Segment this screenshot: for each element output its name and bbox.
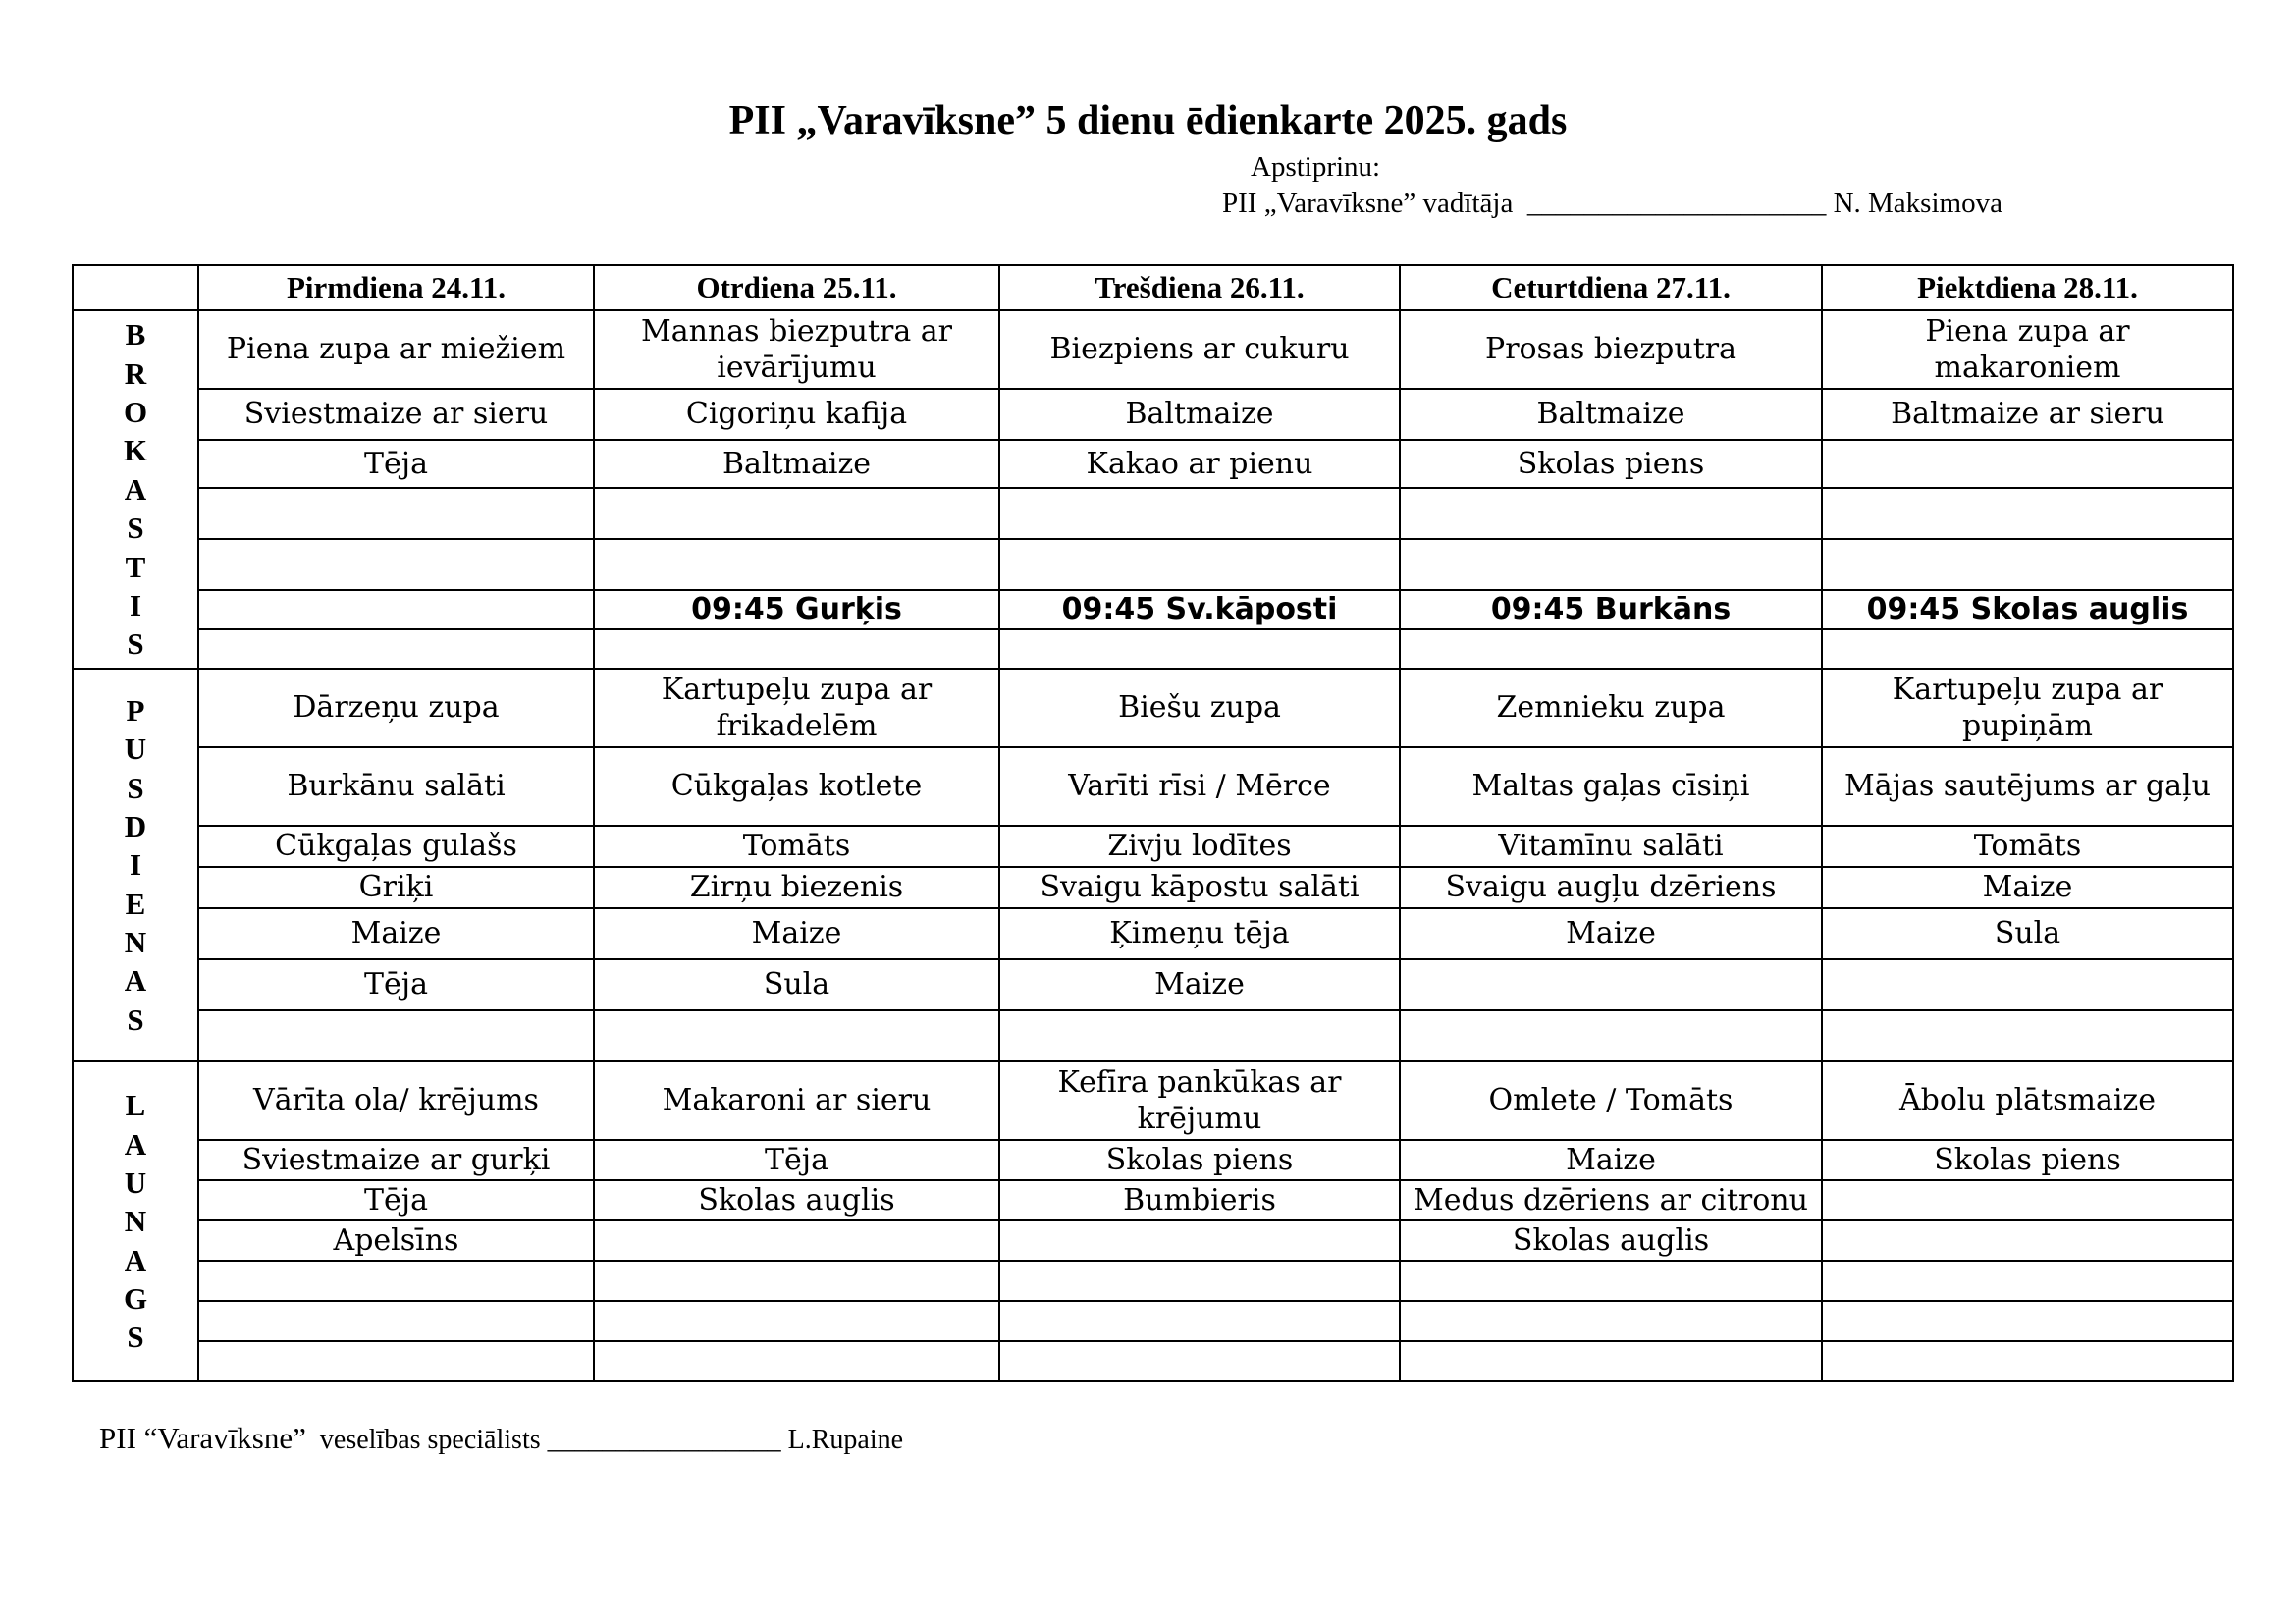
meal-label-letter: G [123,1281,148,1317]
meal-label [73,669,198,1061]
menu-cell [999,1261,1400,1301]
menu-cell: Makaroni ar sieru [594,1061,999,1140]
menu-cell [999,488,1400,539]
menu-row [73,440,2233,488]
menu-cell [1822,1220,2233,1261]
menu-cell: Prosas biezputra [1400,310,1822,389]
menu-cell: Skolas auglis [594,1180,999,1220]
menu-cell [594,539,999,590]
menu-cell: Sviestmaize ar sieru [198,389,594,440]
meal-label-letter: B [125,317,146,352]
meal-label-letter: U [124,731,147,767]
menu-cell [1822,959,2233,1010]
meal-label-letter: L [125,1088,146,1123]
menu-cell: Ķimeņu tēja [999,908,1400,959]
menu-cell [594,1341,999,1381]
menu-cell [1822,488,2233,539]
menu-cell: Baltmaize [594,440,999,488]
menu-table [72,264,2234,1382]
footer-signature [99,1421,903,1456]
meal-label-letter: S [127,1320,144,1355]
menu-cell [594,1010,999,1061]
menu-cell [594,1220,999,1261]
approve-label: Apstiprinu: [1251,151,1381,183]
meal-label-letter: N [124,1204,147,1239]
menu-row [73,1261,2233,1301]
meal-label-letter: A [124,1126,147,1162]
menu-cell: Baltmaize [999,389,1400,440]
menu-row [73,539,2233,590]
meal-label-letter: S [127,1001,144,1037]
menu-cell: Varīti rīsi / Mērce [999,747,1400,826]
menu-cell: Baltmaize [1400,389,1822,440]
menu-cell [1400,629,1822,669]
menu-cell: Tēja [594,1140,999,1180]
menu-cell [1822,1010,2233,1061]
menu-cell [594,629,999,669]
menu-cell: Vitamīnu salāti [1400,826,1822,867]
meal-label [73,1061,198,1381]
meal-label-letter: I [129,587,142,623]
meal-label-letter: S [127,511,144,546]
day-header: Trešdiena 26.11. [999,265,1400,310]
menu-row [73,747,2233,826]
menu-cell: Griķi [198,867,594,908]
menu-row [73,629,2233,669]
menu-cell [1400,488,1822,539]
menu-cell [1822,1341,2233,1381]
menu-cell [999,1220,1400,1261]
menu-cell: Cūkgaļas gulašs [198,826,594,867]
menu-cell [1822,629,2233,669]
menu-cell: Tēja [198,1180,594,1220]
menu-cell [594,1261,999,1301]
menu-row [73,1220,2233,1261]
menu-cell [1400,539,1822,590]
menu-cell [594,488,999,539]
menu-row [73,1061,2233,1140]
menu-cell: Medus dzēriens ar citronu [1400,1180,1822,1220]
menu-row [73,1180,2233,1220]
menu-cell: Tomāts [594,826,999,867]
menu-row [73,669,2233,747]
menu-cell: Cūkgaļas kotlete [594,747,999,826]
meal-label-letter: A [124,1242,147,1277]
menu-cell: 09:45 Burkāns [1400,590,1822,629]
menu-cell: Skolas auglis [1400,1220,1822,1261]
menu-row [73,488,2233,539]
menu-cell: Dārzeņu zupa [198,669,594,747]
footer-org: PII “Varavīksne” [99,1421,306,1455]
menu-cell: Burkānu salāti [198,747,594,826]
menu-cell: Skolas piens [1400,440,1822,488]
menu-cell [198,1341,594,1381]
meal-label-letter: S [127,770,144,805]
meal-label [73,310,198,669]
day-header: Piektdiena 28.11. [1822,265,2233,310]
menu-cell [1400,1341,1822,1381]
menu-cell [1822,1301,2233,1341]
menu-cell: Maize [198,908,594,959]
menu-cell: Maize [1400,1140,1822,1180]
menu-cell: Tēja [198,959,594,1010]
menu-cell: Vārīta ola/ krējums [198,1061,594,1140]
menu-row [73,1140,2233,1180]
menu-cell [198,1261,594,1301]
meal-label-letter: O [123,395,148,430]
menu-cell [198,590,594,629]
page-title: PII „Varavīksne” 5 dienu ēdienkarte 2025. gads [728,98,1568,143]
menu-row [73,310,2233,389]
menu-cell: Zivju lodītes [999,826,1400,867]
menu-cell: Kartupeļu zupa ar frikadelēm [594,669,999,747]
footer-role: veselības speciālists _________________ L.Rupaine [305,1425,904,1455]
menu-cell: Maize [1822,867,2233,908]
menu-cell: Mannas biezputra ar ievārījumu [594,310,999,389]
menu-cell [1822,440,2233,488]
menu-cell [999,629,1400,669]
menu-row [73,590,2233,629]
menu-cell: Kartupeļu zupa ar pupiņām [1822,669,2233,747]
menu-cell [198,1010,594,1061]
menu-row [73,1010,2233,1061]
meal-label-letter: N [124,925,147,960]
menu-row [73,1301,2233,1341]
menu-cell [1822,539,2233,590]
menu-cell [198,488,594,539]
menu-row [73,908,2233,959]
meal-label-letter: P [126,692,145,728]
menu-cell [594,1301,999,1341]
menu-cell: 09:45 Skolas auglis [1822,590,2233,629]
menu-cell [198,1301,594,1341]
menu-cell: Zemnieku zupa [1400,669,1822,747]
menu-cell: Kakao ar pienu [999,440,1400,488]
menu-cell: Maltas gaļas cīsiņi [1400,747,1822,826]
menu-cell: Maize [594,908,999,959]
menu-cell: Tomāts [1822,826,2233,867]
menu-cell: Sula [594,959,999,1010]
meal-label-letter: U [124,1164,147,1200]
day-header: Pirmdiena 24.11. [198,265,594,310]
menu-cell: Bumbieris [999,1180,1400,1220]
menu-cell: Sula [1822,908,2233,959]
menu-row [73,389,2233,440]
menu-cell [1822,1180,2233,1220]
menu-cell [1400,959,1822,1010]
menu-cell: Skolas piens [1822,1140,2233,1180]
menu-cell: Omlete / Tomāts [1400,1061,1822,1140]
menu-cell: Zirņu biezenis [594,867,999,908]
menu-cell: Apelsīns [198,1220,594,1261]
day-header: Otrdiena 25.11. [594,265,999,310]
menu-cell: Svaigu kāpostu salāti [999,867,1400,908]
menu-cell: 09:45 Sv.kāposti [999,590,1400,629]
menu-cell [999,539,1400,590]
menu-row [73,826,2233,867]
menu-cell: Sviestmaize ar gurķi [198,1140,594,1180]
menu-cell: Biezpiens ar cukuru [999,310,1400,389]
meal-label-letter: K [123,433,148,468]
menu-cell: Piena zupa ar miežiem [198,310,594,389]
approver-signature-line: PII „Varavīksne” vadītāja _____________________ N. Maksimova [1222,188,2002,219]
meal-label-letter: S [127,626,144,662]
meal-label-letter: R [124,355,147,391]
menu-cell [198,629,594,669]
menu-row [73,1341,2233,1381]
menu-cell: Piena zupa ar makaroniem [1822,310,2233,389]
menu-cell: Kefīra pankūkas ar krējumu [999,1061,1400,1140]
meal-label-letter: A [124,471,147,507]
menu-cell [1400,1261,1822,1301]
meal-label-letter: I [129,847,142,883]
meal-label-letter: E [125,886,146,921]
menu-cell [198,539,594,590]
menu-cell: Tēja [198,440,594,488]
menu-cell: Biešu zupa [999,669,1400,747]
corner-cell [73,265,198,310]
menu-cell: Mājas sautējums ar gaļu [1822,747,2233,826]
menu-cell [1400,1010,1822,1061]
meal-label-letter: A [124,963,147,999]
menu-cell: Svaigu augļu dzēriens [1400,867,1822,908]
day-header: Ceturtdiena 27.11. [1400,265,1822,310]
menu-row [73,959,2233,1010]
menu-cell [999,1010,1400,1061]
meal-label-letter: D [124,808,147,843]
menu-cell [999,1341,1400,1381]
menu-cell: Baltmaize ar sieru [1822,389,2233,440]
menu-cell: Skolas piens [999,1140,1400,1180]
menu-cell: Maize [999,959,1400,1010]
header-row [73,265,2233,310]
menu-row [73,867,2233,908]
meal-label-letter: T [125,549,146,584]
menu-cell: 09:45 Gurķis [594,590,999,629]
menu-cell [1400,1301,1822,1341]
menu-cell [1822,1261,2233,1301]
menu-cell [999,1301,1400,1341]
menu-cell: Ābolu plātsmaize [1822,1061,2233,1140]
menu-cell: Cigoriņu kafija [594,389,999,440]
menu-cell: Maize [1400,908,1822,959]
